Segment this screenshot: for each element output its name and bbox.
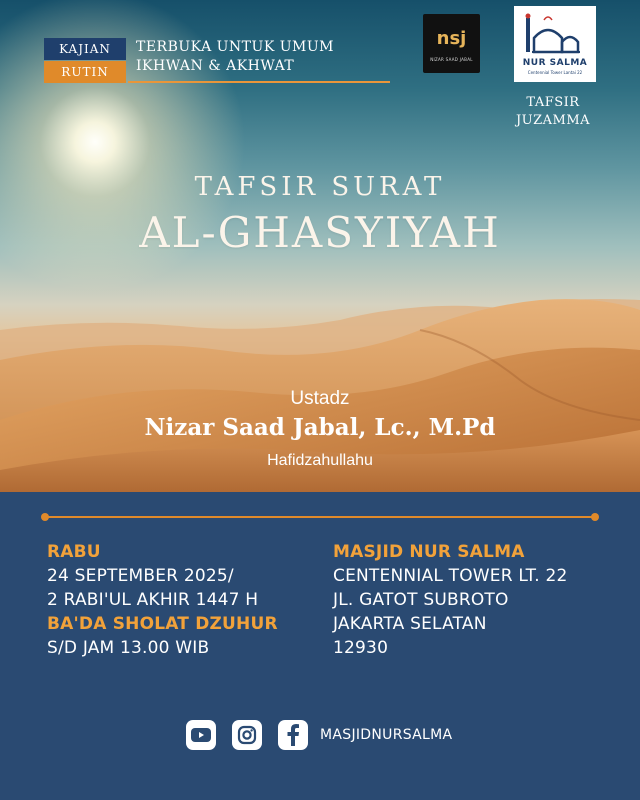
- nur-salma-logo-name: NUR SALMA: [522, 58, 588, 68]
- speaker-honorific: Hafidzahullahu: [267, 452, 373, 469]
- nsj-logo: [423, 14, 480, 73]
- nur-salma-logo-caption: Centennial Tower Lantai 22: [527, 70, 583, 75]
- audience-text: IKHWAN & AKHWAT: [136, 58, 295, 74]
- social-handle[interactable]: MASJIDNURSALMA: [320, 727, 453, 743]
- schedule-time-end: S/D JAM 13.00 WIB: [47, 638, 210, 658]
- nur-salma-logo: [514, 6, 596, 82]
- venue-name: MASJID NUR SALMA: [333, 542, 525, 562]
- nsj-logo-caption: NIZAR SAAD JABAL: [430, 57, 473, 62]
- nsj-logo-mark: nsj: [436, 28, 467, 49]
- venue-postal-code: 12930: [333, 638, 389, 658]
- mosque-icon: [514, 8, 596, 58]
- divider-line: [45, 516, 595, 518]
- speaker-prefix: Ustadz: [290, 388, 350, 409]
- divider-dot-right: [591, 513, 599, 521]
- schedule-date-masehi: 24 SEPTEMBER 2025/: [47, 566, 234, 586]
- series-line-2: JUZAMMA: [515, 113, 591, 128]
- social-links: [186, 720, 452, 750]
- series-line-1: TAFSIR: [526, 95, 580, 110]
- schedule-time-start: BA'DA SHOLAT DZUHUR: [47, 614, 278, 634]
- youtube-icon[interactable]: [186, 720, 216, 750]
- speaker-name: Nizar Saad Jabal, Lc., M.Pd: [144, 414, 496, 441]
- venue-address-1: CENTENNIAL TOWER LT. 22: [333, 566, 568, 586]
- title-tafsir-surat: TAFSIR SURAT: [194, 172, 446, 202]
- schedule-date-hijri: 2 RABI'UL AKHIR 1447 H: [47, 590, 259, 610]
- kajian-rutin-tag: [44, 38, 348, 84]
- series-label: [498, 94, 608, 130]
- venue-address-2: JL. GATOT SUBROTO: [333, 590, 509, 610]
- schedule-day: RABU: [47, 542, 101, 562]
- divider-dot-left: [41, 513, 49, 521]
- kajian-label: KAJIAN: [44, 38, 126, 60]
- instagram-icon[interactable]: [232, 720, 262, 750]
- schedule-column: [47, 540, 278, 660]
- venue-column: [333, 540, 567, 660]
- rutin-label: RUTIN: [44, 61, 126, 83]
- facebook-icon[interactable]: [278, 720, 308, 750]
- info-panel: [0, 492, 640, 800]
- venue-address-3: JAKARTA SELATAN: [333, 614, 487, 634]
- title-surah-name: AL-GHASYIYAH: [139, 208, 501, 257]
- open-to-public-text: TERBUKA UNTUK UMUM: [136, 39, 334, 55]
- tag-underline: [128, 81, 390, 83]
